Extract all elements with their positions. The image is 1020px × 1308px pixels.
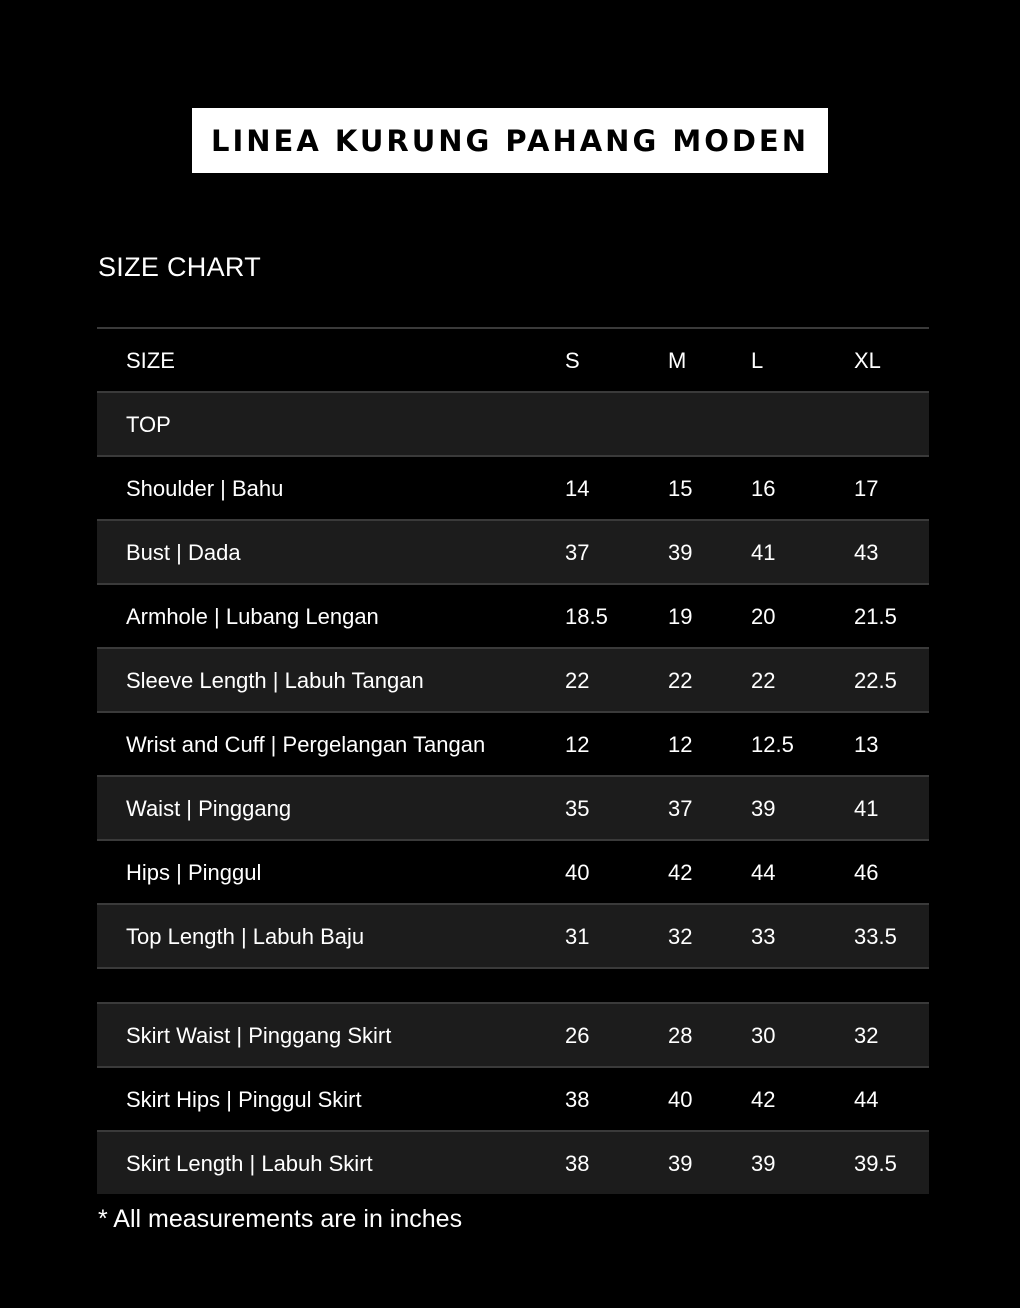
- cell-m: 40: [668, 1087, 693, 1112]
- table-spacer: [97, 969, 929, 1004]
- cell-l: 22: [751, 668, 776, 693]
- cell-xl: 32: [854, 1023, 879, 1048]
- cell-m: 32: [668, 924, 693, 949]
- row-label: Skirt Length | Labuh Skirt: [126, 1151, 373, 1176]
- table-row: [97, 1068, 929, 1132]
- table-row: [97, 1004, 929, 1068]
- size-chart-table: [97, 327, 929, 1194]
- cell-m: 39: [668, 540, 693, 565]
- table-group-top: [97, 393, 929, 457]
- row-label: Sleeve Length | Labuh Tangan: [126, 668, 424, 693]
- row-label: Skirt Hips | Pinggul Skirt: [126, 1087, 362, 1112]
- cell-s: 38: [565, 1087, 590, 1112]
- cell-m: 42: [668, 860, 693, 885]
- row-label: Waist | Pinggang: [126, 796, 292, 821]
- cell-m: 22: [668, 668, 693, 693]
- table-header-row: [97, 329, 929, 393]
- group-label: TOP: [126, 412, 171, 437]
- cell-l: 44: [751, 860, 776, 885]
- cell-l: 39: [751, 796, 776, 821]
- header-size-label: SIZE: [126, 348, 175, 373]
- title-banner: [192, 108, 828, 173]
- cell-xl: 21.5: [854, 604, 897, 629]
- cell-l: 20: [751, 604, 776, 629]
- cell-s: 18.5: [565, 604, 608, 629]
- table-row: [97, 905, 929, 969]
- cell-s: 31: [565, 924, 590, 949]
- row-label: Armhole | Lubang Lengan: [126, 604, 379, 629]
- header-size-l: L: [751, 348, 764, 373]
- cell-s: 38: [565, 1151, 590, 1176]
- row-label: Hips | Pinggul: [126, 860, 262, 885]
- cell-s: 37: [565, 540, 590, 565]
- cell-l: 42: [751, 1087, 776, 1112]
- cell-l: 39: [751, 1151, 776, 1176]
- table-row: [97, 585, 929, 649]
- cell-l: 12.5: [751, 732, 794, 757]
- table-row: [97, 1132, 929, 1194]
- cell-xl: 33.5: [854, 924, 897, 949]
- table-row: [97, 777, 929, 841]
- table-row: [97, 521, 929, 585]
- cell-m: 39: [668, 1151, 693, 1176]
- header-size-xl: XL: [854, 348, 881, 373]
- cell-xl: 39.5: [854, 1151, 897, 1176]
- row-label: Shoulder | Bahu: [126, 476, 284, 501]
- cell-s: 35: [565, 796, 590, 821]
- row-label: Skirt Waist | Pinggang Skirt: [126, 1023, 392, 1048]
- cell-l: 33: [751, 924, 776, 949]
- cell-m: 37: [668, 796, 693, 821]
- table-row: [97, 713, 929, 777]
- table-row: [97, 457, 929, 521]
- cell-xl: 41: [854, 796, 879, 821]
- cell-l: 30: [751, 1023, 776, 1048]
- measurement-footnote: * All measurements are in inches: [98, 1205, 463, 1233]
- table-row: [97, 649, 929, 713]
- cell-m: 15: [668, 476, 693, 501]
- cell-m: 19: [668, 604, 693, 629]
- cell-m: 12: [668, 732, 693, 757]
- header-size-m: M: [668, 348, 687, 373]
- cell-xl: 44: [854, 1087, 879, 1112]
- cell-s: 26: [565, 1023, 590, 1048]
- cell-s: 14: [565, 476, 590, 501]
- header-size-s: S: [565, 348, 580, 373]
- cell-xl: 13: [854, 732, 879, 757]
- cell-xl: 22.5: [854, 668, 897, 693]
- cell-l: 41: [751, 540, 776, 565]
- cell-xl: 46: [854, 860, 879, 885]
- section-heading: SIZE CHART: [98, 252, 262, 282]
- cell-s: 22: [565, 668, 590, 693]
- row-label: Bust | Dada: [126, 540, 241, 565]
- row-label: Wrist and Cuff | Pergelangan Tangan: [126, 732, 486, 757]
- cell-s: 40: [565, 860, 590, 885]
- cell-l: 16: [751, 476, 776, 501]
- table-row: [97, 841, 929, 905]
- row-label: Top Length | Labuh Baju: [126, 924, 365, 949]
- cell-m: 28: [668, 1023, 693, 1048]
- cell-s: 12: [565, 732, 590, 757]
- page-title: LINEA KURUNG PAHANG MODEN: [210, 123, 810, 158]
- cell-xl: 17: [854, 476, 879, 501]
- cell-xl: 43: [854, 540, 879, 565]
